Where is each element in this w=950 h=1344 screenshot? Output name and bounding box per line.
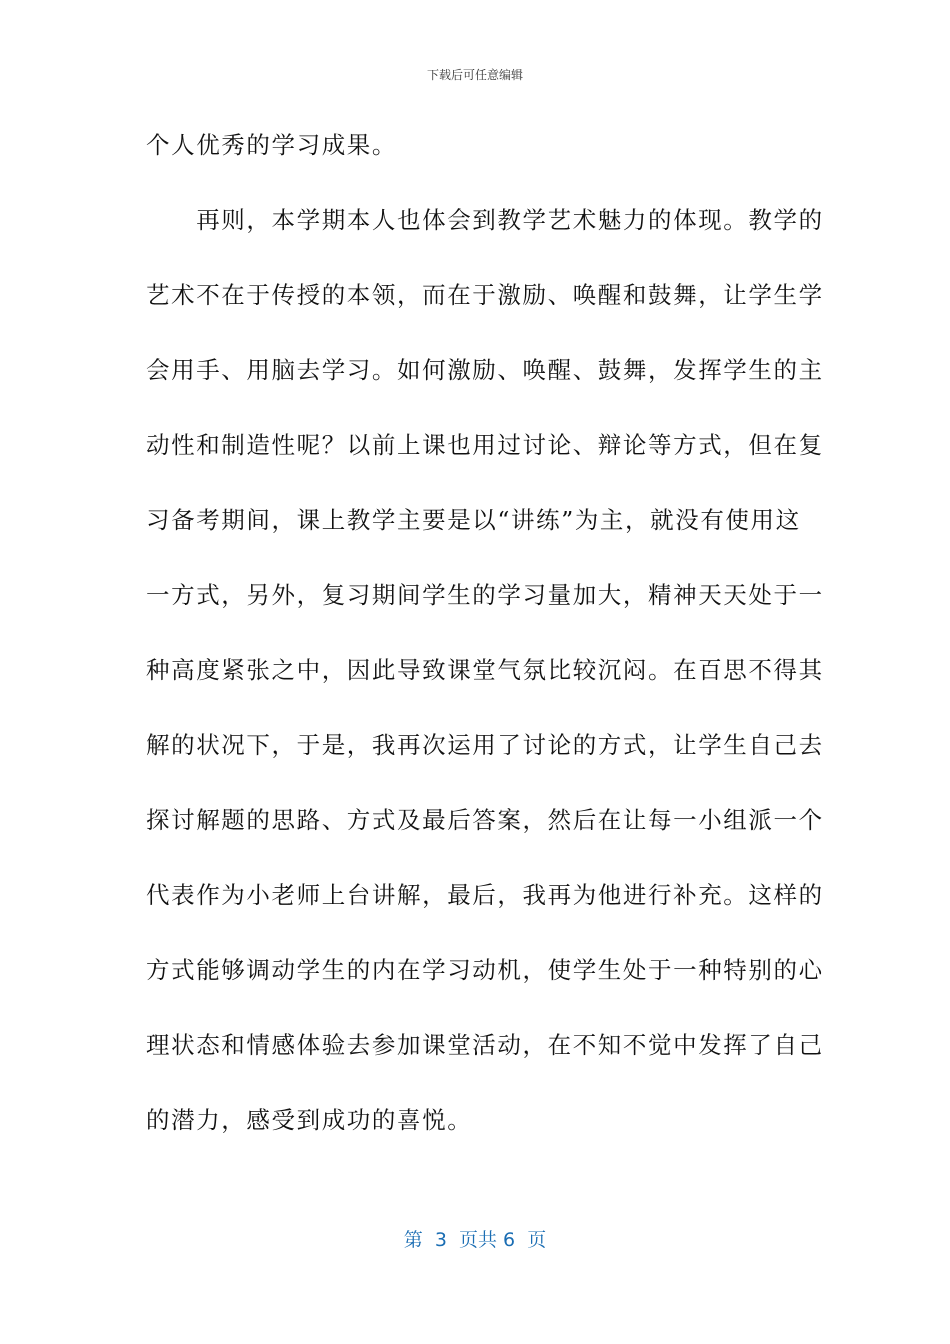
text-line: 动性和制造性呢？以前上课也用过讨论、辩论等方式，但在复 [146,431,824,459]
text-line: 再则，本学期本人也体会到教学艺术魅力的体现。教学的 [146,206,824,234]
text-line: 一方式，另外，复习期间学生的学习量加大，精神天天处于一 [146,581,824,609]
text-line: 方式能够调动学生的内在学习动机，使学生处于一种特别的心 [146,956,824,984]
text-line: 解的状况下，于是，我再次运用了讨论的方式，让学生自己去 [146,731,824,759]
text-line: 习备考期间，课上教学主要是以“讲练”为主，就没有使用这 [146,506,801,534]
text-line: 探讨解题的思路、方式及最后答案，然后在让每一小组派一个 [146,806,824,834]
header-note: 下载后可任意编辑 [426,68,523,82]
page-number: 第 3 页共 6 页 [403,1229,547,1251]
text-line: 艺术不在于传授的本领，而在于激励、唤醒和鼓舞，让学生学 [146,281,824,309]
text-line: 种高度紧张之中，因此导致课堂气氛比较沉闷。在百思不得其 [146,656,824,684]
text-line: 的潜力，感受到成功的喜悦。 [146,1106,473,1134]
text-line: 理状态和情感体验去参加课堂活动，在不知不觉中发挥了自己 [146,1031,824,1059]
text-line: 会用手、用脑去学习。如何激励、唤醒、鼓舞，发挥学生的主 [146,356,824,384]
text-line: 个人优秀的学习成果。 [146,131,397,159]
text-line: 代表作为小老师上台讲解，最后，我再为他进行补充。这样的 [146,881,824,909]
